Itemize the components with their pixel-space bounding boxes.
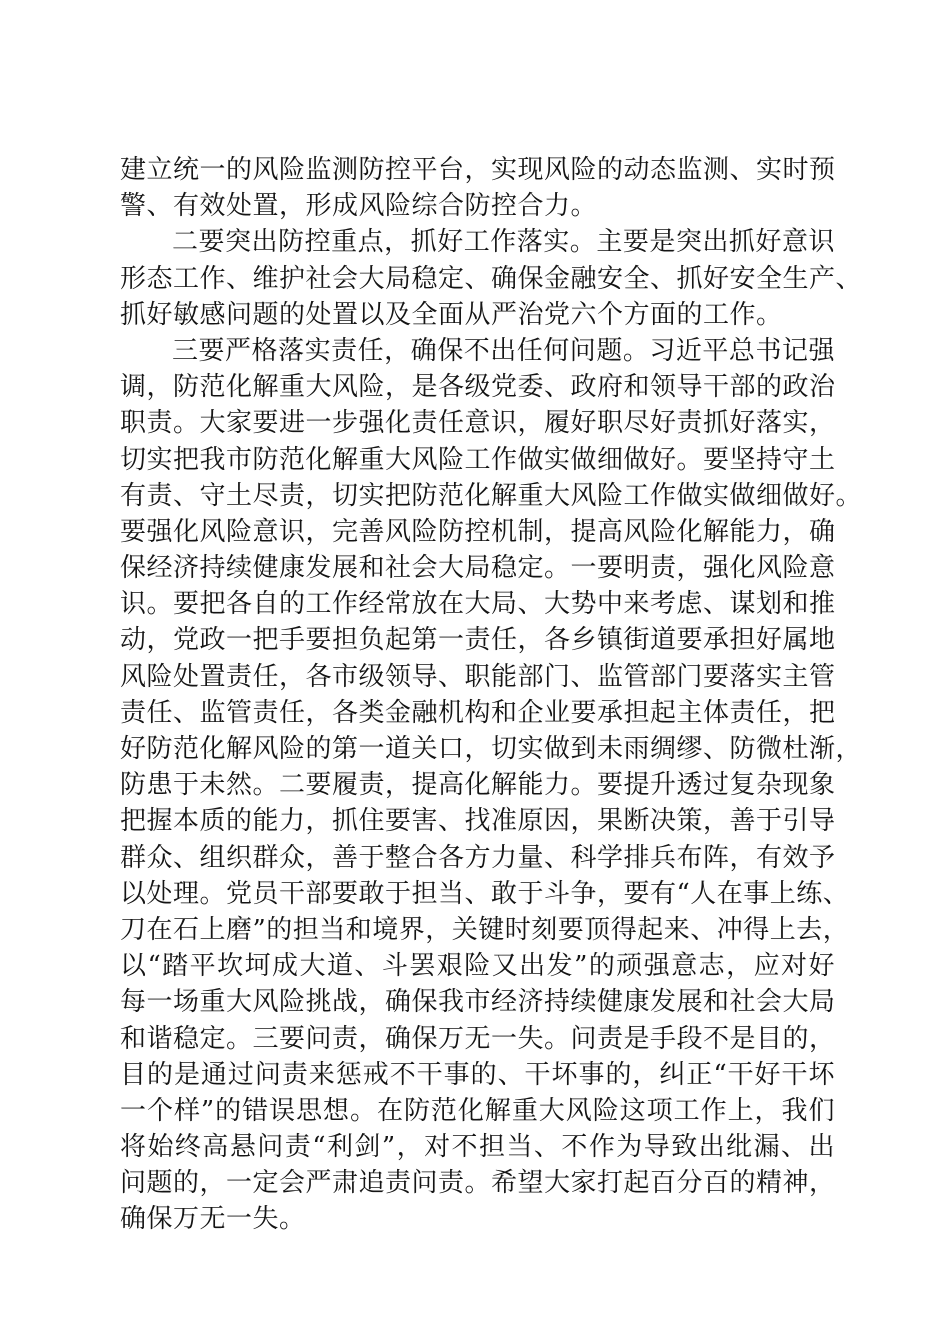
text-line: 有责、守土尽责，切实把防范化解重大风险工作做实做细做好。 [120,480,863,511]
text-line: 目的是通过问责来惩戒不干事的、干坏事的，纠正“干好干坏 [120,1059,835,1090]
text-line: 问题的，一定会严肃追责问责。希望大家打起百分百的精神， [120,1168,836,1199]
paragraph-start-line: 二要突出防控重点，抓好工作落实。主要是突出抓好意识 [172,227,835,258]
paragraph-start-line: 三要严格落实责任，确保不出任何问题。习近平总书记强 [172,335,835,366]
text-line: 形态工作、维护社会大局稳定、确保金融安全、抓好安全生产、 [120,263,863,294]
text-line: 调，防范化解重大风险，是各级党委、政府和领导干部的政治 [120,372,836,403]
text-line: 建立统一的风险监测防控平台，实现风险的动态监测、实时预 [120,155,836,185]
text-line: 职责。大家要进一步强化责任意识，履好职尽好责抓好落实， [120,408,836,439]
text-line: 防患于未然。二要履责，提高化解能力。要提升透过复杂现象 [120,770,836,801]
document-body [120,152,863,1238]
text-line: 切实把我市防范化解重大风险工作做实做细做好。要坚持守土 [120,444,836,475]
text-line: 以处理。党员干部要敢于担当、敢于斗争，要有“人在事上练、 [120,878,850,909]
text-line: 将始终高悬问责“利剑”，对不担当、不作为导致出纰漏、出 [120,1132,835,1163]
text-line: 保经济持续健康发展和社会大局稳定。一要明责，强化风险意 [120,553,836,584]
text-line: 抓好敏感问题的处置以及全面从严治党六个方面的工作。 [120,299,783,330]
text-line: 风险处置责任，各市级领导、职能部门、监管部门要落实主管 [120,661,836,692]
text-line: 好防范化解风险的第一道关口，切实做到未雨绸缪、防微杜渐， [120,734,863,764]
text-line: 识。要把各自的工作经常放在大局、大势中来考虑、谋划和推 [120,589,836,620]
text-line: 动，党政一把手要担负起第一责任，各乡镇街道要承担好属地 [120,625,836,656]
text-line: 每一场重大风险挑战，确保我市经济持续健康发展和社会大局 [120,987,836,1018]
text-line: 以“踏平坎坷成大道、斗罢艰险又出发”的顽强意志，应对好 [120,951,835,982]
text-line: 群众、组织群众，善于整合各方力量、科学排兵布阵，有效予 [120,842,836,873]
text-line: 警、有效处置，形成风险综合防控合力。 [120,191,598,222]
text-line: 一个样”的错误思想。在防范化解重大风险这项工作上，我们 [120,1095,835,1126]
text-line: 要强化风险意识，完善风险防控机制，提高风险化解能力，确 [120,516,836,547]
text-line: 把握本质的能力，抓住要害、找准原因，果断决策，善于引导 [120,806,836,837]
text-line: 责任、监管责任，各类金融机构和企业要承担起主体责任，把 [120,697,836,728]
text-line: 和谐稳定。三要问责，确保万无一失。问责是手段不是目的， [120,1023,836,1054]
text-line: 刀在石上磨”的担当和境界，关键时刻要顶得起来、冲得上去， [120,914,850,945]
text-line: 确保万无一失。 [120,1204,306,1235]
